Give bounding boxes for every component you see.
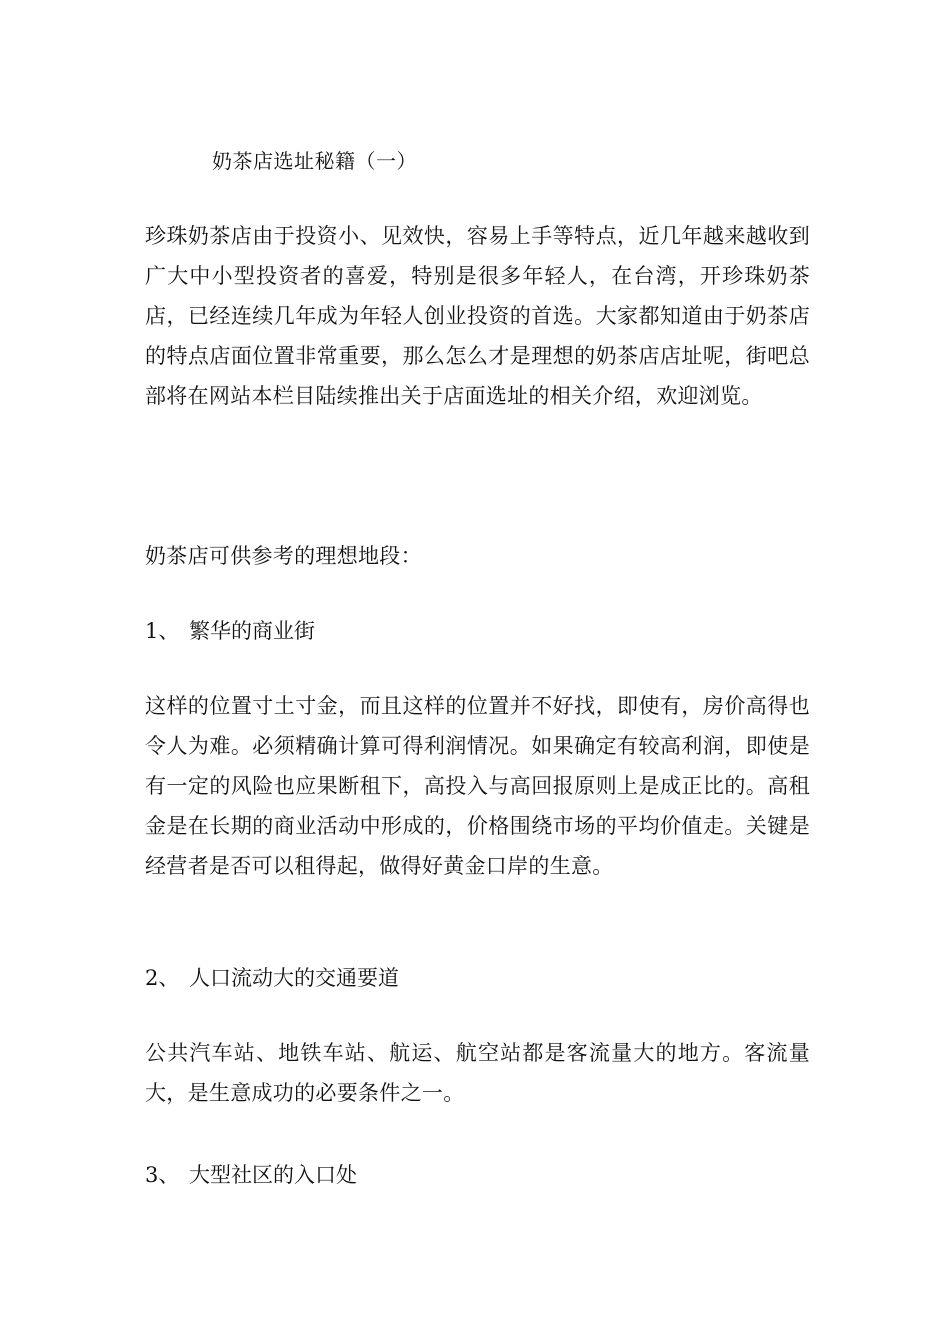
section-title: 繁华的商业街 — [189, 619, 315, 643]
section-heading-2 — [145, 963, 399, 993]
section-heading-3 — [145, 1160, 357, 1190]
lead-paragraph: 奶茶店可供参考的理想地段： — [145, 544, 422, 568]
section-heading-1 — [145, 616, 315, 646]
section-number: 1、 — [145, 619, 180, 643]
section-body-2: 公共汽车站、地铁车站、航运、航空站都是客流量大的地方。客流量大，是生意成功的必要条件之一。 — [145, 1041, 810, 1105]
section-title: 大型社区的入口处 — [189, 1163, 357, 1187]
section-title: 人口流动大的交通要道 — [189, 966, 399, 990]
section-number: 2、 — [145, 966, 180, 990]
intro-paragraph: 珍珠奶茶店由于投资小、见效快，容易上手等特点，近几年越来越收到广大中小型投资者的喜爱，特别是很多年轻人，在台湾，开珍珠奶茶店，已经连续几年成为年轻人创业投资的首选。大家都知道由于奶茶店的特点店面位置非常重要，那么怎么才是理想的奶茶店店址呢，街吧总部将在网站本栏目陆续推出关于店面选址的相关介绍，欢迎浏览。 — [145, 224, 810, 408]
section-body-1: 这样的位置寸土寸金，而且这样的位置并不好找，即使有，房价高得也令人为难。必须精确计算可得利润情况。如果确定有较高利润，即使是有一定的风险也应果断租下，高投入与高回报原则上是成正比的。高租金是在长期的商业活动中形成的，价格围绕市场的平均价值走。关键是经营者是否可以租得起，做得好黄金口岸的生意。 — [145, 694, 810, 878]
document-title: 奶茶店选址秘籍（一） — [212, 149, 417, 173]
section-number: 3、 — [145, 1163, 180, 1187]
